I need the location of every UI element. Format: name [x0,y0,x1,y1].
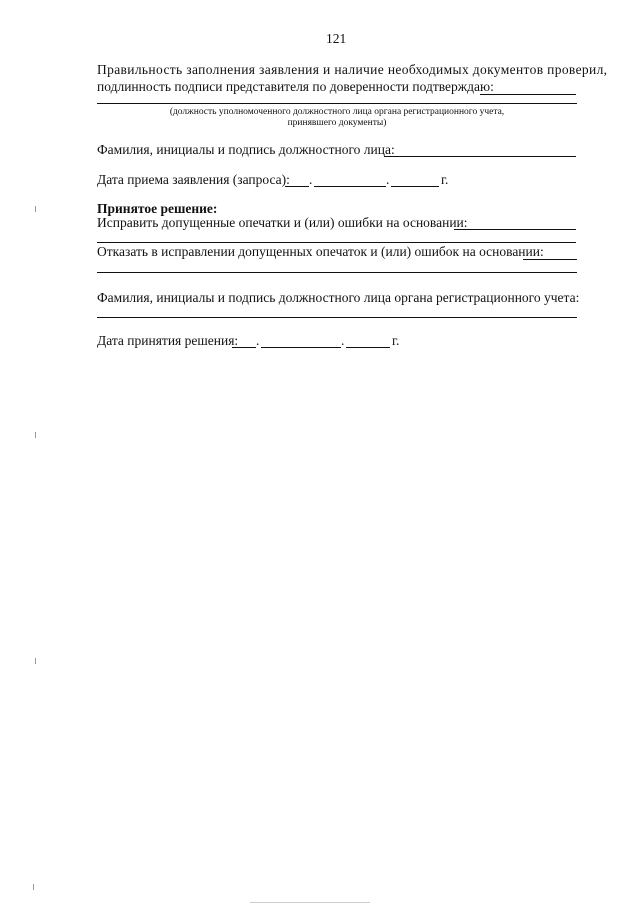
receipt-month-field[interactable] [314,186,386,187]
refuse-basis-field-1[interactable] [523,259,577,260]
position-caption-line-2: принявшего документы) [287,118,387,128]
official-signature-field[interactable] [384,156,576,157]
page-number: 121 [326,31,347,46]
registration-official-signature-label: Фамилия, инициалы и подпись должностного лица органа регистрационного учета: [97,290,580,305]
official-signature-label: Фамилия, инициалы и подпись должностного лица: [97,142,395,157]
scan-mark [35,432,36,438]
correct-basis-field-1[interactable] [454,229,576,230]
verification-fill-line-2[interactable] [97,103,577,104]
scan-mark [35,206,36,212]
scan-bottom-line [250,902,370,903]
verification-fill-line-1[interactable] [480,94,576,95]
refuse-basis-field-2[interactable] [97,272,577,273]
refuse-correction-label: Отказать в исправлении допущенных опечаток и (или) ошибок на основании: [97,244,544,259]
decision-date-label: Дата принятия решения: [97,333,239,348]
decision-month-field[interactable] [261,347,341,348]
decision-year-field[interactable] [346,347,390,348]
registration-official-signature-field[interactable] [97,317,577,318]
receipt-year-suffix: г. [441,172,449,187]
decision-day-field[interactable] [232,347,256,348]
correct-errors-label: Исправить допущенные опечатки и (или) ошибки на основании: [97,215,468,230]
position-caption-line-1: (должность уполномоченного должностного лица органа регистрационного учета, [169,107,505,117]
decision-year-suffix: г. [392,333,400,348]
decision-heading: Принятое решение: [97,201,218,216]
decision-date-separator-1: . [256,333,260,348]
scan-mark [35,658,36,664]
decision-date-separator-2: . [341,333,345,348]
receipt-date-separator-1: . [309,172,313,187]
scan-mark [33,884,34,890]
verification-line-1: Правильность заполнения заявления и наличие необходимых документов проверил, [97,62,608,77]
receipt-date-separator-2: . [386,172,390,187]
receipt-day-field[interactable] [285,186,309,187]
correct-basis-field-2[interactable] [97,242,576,243]
verification-line-2: подлинность подписи представителя по доверенности подтверждаю: [97,79,494,94]
receipt-date-label: Дата приема заявления (запроса): [97,172,290,187]
receipt-year-field[interactable] [391,186,439,187]
